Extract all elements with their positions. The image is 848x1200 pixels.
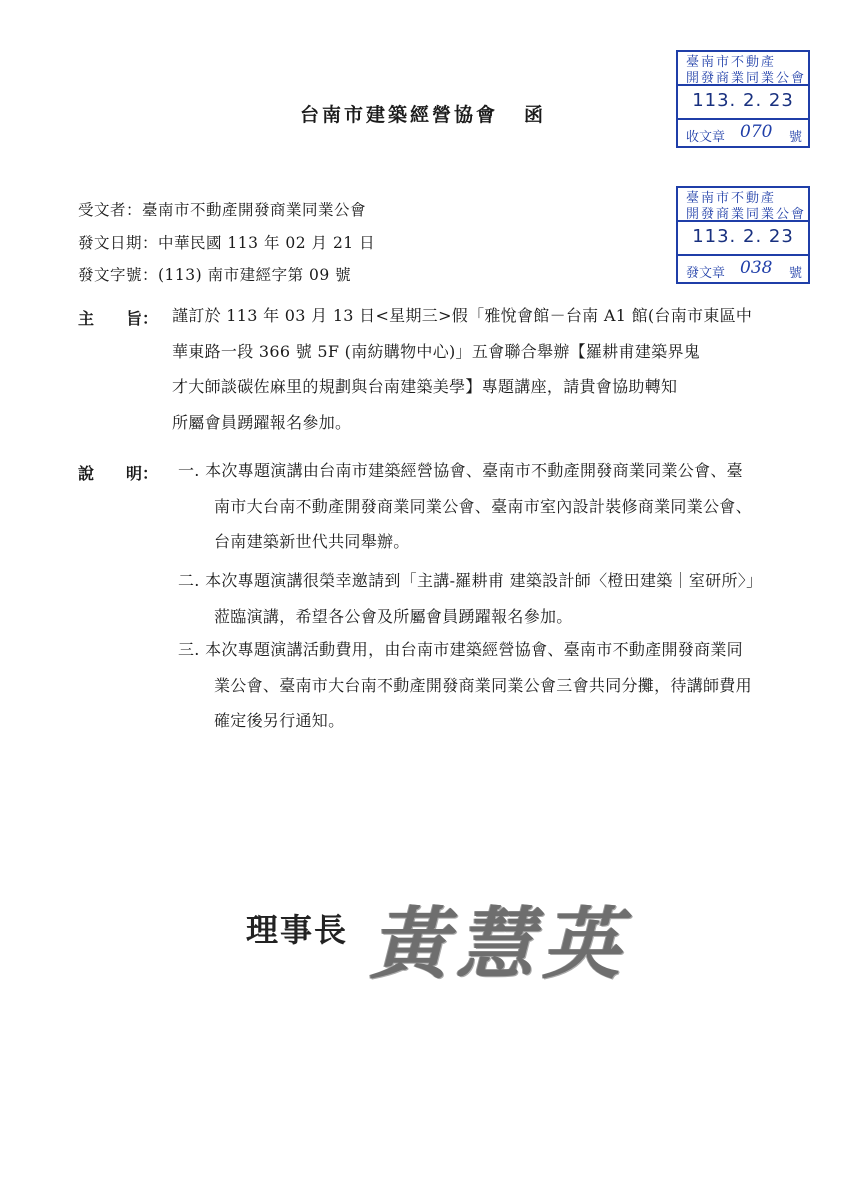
explanation-line: 一. 本次專題演講由台南市建築經營協會、臺南市不動產開發商業同業公會、臺 (178, 461, 743, 480)
explanation-item-2 (178, 563, 762, 634)
explanation-line: 業公會、臺南市大台南不動產開發商業同業公會三會共同分攤，待講師費用 (214, 675, 752, 695)
stamp-org-line1: 臺南市不動產 (686, 191, 777, 206)
send-stamp (676, 186, 810, 284)
subject-label: 主 旨： (78, 309, 159, 328)
signature-name: 黃慧英 (370, 899, 629, 990)
explanation-line: 蒞臨演講，希望各公會及所屬會員踴躍報名參加。 (214, 606, 573, 626)
subject-line: 謹訂於 113 年 03 月 13 日<星期三>假「雅悅會館－台南 A1 館(台南市東區中 (172, 306, 753, 325)
explanation-line: 南市大台南不動產開發商業同業公會、臺南市室內設計裝修商業同業公會、 (214, 496, 752, 516)
explanation-item-3 (178, 632, 752, 739)
stamp-org-line1: 臺南市不動產 (686, 55, 777, 70)
subject-line: 華東路一段 366 號 5F (南紡購物中心)」五會聯合舉辦【羅耕甫建築界鬼 (172, 341, 701, 361)
stamp-number: 070 (740, 122, 773, 142)
explanation-line: 台南建築新世代共同舉辦。 (214, 532, 410, 551)
explanation-line: 確定後另行通知。 (214, 711, 345, 730)
stamp-label: 收文章 (686, 130, 726, 145)
doc-type: 函 (524, 104, 547, 126)
document-title (300, 100, 546, 127)
stamp-number: 038 (740, 258, 773, 278)
stamp-org-line2: 開發商業同業公會 (686, 207, 807, 222)
explanation-label: 說 明： (78, 464, 159, 483)
stamp-label: 發文章 (686, 266, 726, 281)
stamp-org-line2: 開發商業同業公會 (686, 71, 807, 86)
subject-line: 所屬會員踴躍報名參加。 (172, 412, 352, 432)
subject-body (172, 298, 752, 440)
subject-line: 才大師談碳佐麻里的規劃與台南建築美學】專題講座，請貴會協助轉知 (172, 377, 678, 396)
signature-title: 理事長 (246, 911, 349, 949)
reference-line: 發文字號：(113) 南市建經字第 09 號 (78, 266, 352, 284)
issue-date-line: 發文日期：中華民國 113 年 02 月 21 日 (78, 234, 376, 252)
stamp-suffix: 號 (788, 266, 802, 281)
explanation-item-1 (178, 453, 752, 560)
stamp-date: 113. 2. 23 (692, 90, 794, 111)
recipient-line: 受文者：臺南市不動產開發商業同業公會 (78, 201, 367, 219)
explanation-line: 二. 本次專題演講很榮幸邀請到「主講-羅耕甫 建築設計師〈橙田建築｜室研所〉」 (178, 571, 763, 590)
receive-stamp (676, 50, 810, 148)
stamp-date: 113. 2. 23 (692, 226, 794, 247)
stamp-suffix: 號 (788, 130, 802, 145)
explanation-line: 三. 本次專題演講活動費用，由台南市建築經營協會、臺南市不動產開發商業同 (178, 640, 743, 659)
org-name: 台南市建築經營協會 (300, 104, 499, 126)
